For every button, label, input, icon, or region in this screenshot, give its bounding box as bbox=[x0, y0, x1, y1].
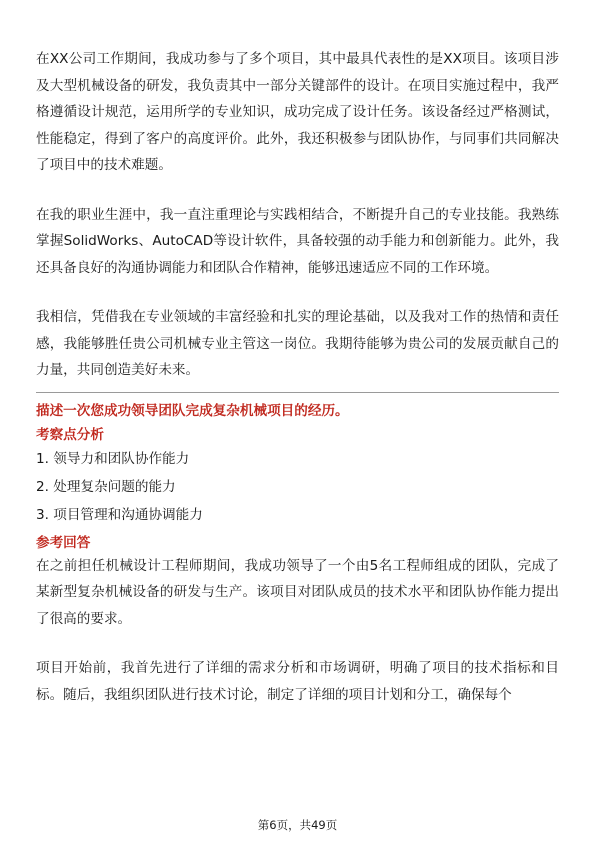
analysis-title: 考察点分析 bbox=[36, 426, 104, 443]
paragraph-gap bbox=[36, 632, 559, 655]
interview-question: 描述一次您成功领导团队完成复杂机械项目的经历。 bbox=[36, 402, 349, 419]
intro-paragraph-2: 在我的职业生涯中，我一直注重理论与实践相结合，不断提升自己的专业技能。我熟练掌握SolidWorks、AutoCAD等设计软件，具备较强的动手能力和创新能力。此外，我还具备良好的沟通协调能力和团队合作精神，能够迅速适应不同的工作环境。 bbox=[36, 206, 559, 276]
analysis-item: 3. 项目管理和沟通协调能力 bbox=[36, 506, 203, 523]
page-number: 第6页，共49页 bbox=[257, 818, 338, 832]
analysis-list bbox=[36, 445, 559, 529]
analysis-item: 2. 处理复杂问题的能力 bbox=[36, 478, 176, 495]
answer-title: 参考回答 bbox=[36, 534, 91, 551]
paragraph-gap bbox=[36, 281, 559, 304]
analysis-item: 1. 领导力和团队协作能力 bbox=[36, 450, 190, 467]
answer-paragraph-2: 项目开始前，我首先进行了详细的需求分析和市场调研，明确了项目的技术指标和目标。随后，我组织团队进行技术讨论，制定了详细的项目计划和分工，确保每个 bbox=[36, 660, 559, 703]
document-page bbox=[36, 46, 559, 708]
paragraph-gap bbox=[36, 384, 559, 392]
intro-paragraph-3: 我相信，凭借我在专业领域的丰富经验和扎实的理论基础，以及我对工作的热情和责任感，我能够胜任贵公司机械专业主管这一岗位。我期待能够为贵公司的发展贡献自己的力量，共同创造美好未来。 bbox=[36, 309, 559, 378]
answer-paragraph-1: 在之前担任机械设计工程师期间，我成功领导了一个由5名工程师组成的团队，完成了某新型复杂机械设备的研发与生产。该项目对团队成员的技术水平和团队协作能力提出了很高的要求。 bbox=[36, 557, 559, 627]
paragraph-gap bbox=[36, 179, 559, 202]
intro-paragraph-1: 在XX公司工作期间，我成功参与了多个项目，其中最具代表性的是XX项目。该项目涉及大型机械设备的研发，我负责其中一部分关键部件的设计。在项目实施过程中，我严格遵循设计规范，运用所学的专业知识，成功完成了设计任务。该设备经过严格测试，性能稳定，得到了客户的高度评价。此外，我还积极参与团队协作，与同事们共同解决了项目中的技术难题。 bbox=[36, 51, 559, 173]
section-divider bbox=[36, 392, 559, 393]
